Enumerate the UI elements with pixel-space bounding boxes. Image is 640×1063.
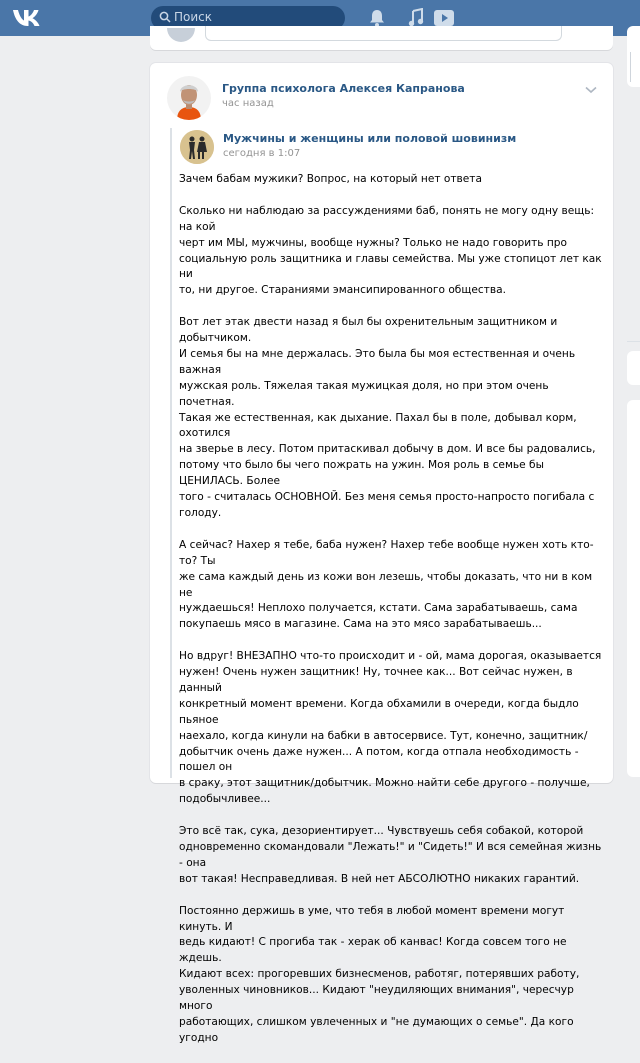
paragraph: Зачем бабам мужики? Вопрос, на который нет ответа bbox=[179, 173, 482, 185]
paragraph: Это всё так, сука, дезориентирует... Чувствуешь себя собакой, которой одновременно скомандовали "Лежать!" и "Сидеть!" И вся семейная жизнь - она вот такая! Несправедливая. В ней нет АБСОЛЮТНО никаких гарантий. bbox=[179, 825, 602, 885]
chevron-down-icon[interactable] bbox=[584, 85, 598, 95]
paragraph: Постоянно держишь в уме, что тебя в любой момент времени могут кинуть. И ведь кидают! С прогиба так - херак об канвас! Когда совсем того не ждешь. Кидают всех: прогоревших бизнесменов, работяг, потерявших работу, уволенных чиновников... Кидают "неудиляющих внимания", чересчур много работающих, слишком увлеченных и "не думающих о семье". Да кого угодно bbox=[179, 904, 580, 1044]
side-panel bbox=[627, 26, 640, 87]
search-placeholder: Поиск bbox=[174, 10, 213, 24]
post-time[interactable]: час назад bbox=[222, 98, 274, 109]
paragraph: А сейчас? Нахер я тебе, баба нужен? Нахер тебе вообще нужен хоть кто-то? Ты же сама каждый день из кожи вон лезешь, чтобы доказать, что ни в ком не нуждаешься! Неплохо получается, кстати. Сама зарабатываешь, сама покупаешь мясо в магазине. Сама на это мясо зарабатываешь... bbox=[179, 538, 594, 631]
paragraph: Но вдруг! ВНЕЗАПНО что-то происходит и - ой, мама дорогая, оказывается нужен! Очень нужен защитник! Ну, точнее как... Вот сейчас нужен, в данный конкретный момент времени. Когда обхамили в очереди, когда быдло пьяное наехало, когда кинули на бабки в автосервисе. Тут, конечно, защитник/ добытчик очень даже нужен... А потом, когда отпала необходимость - пошел он в сраку, этот защитник/добытчик. Можно найти себе другого - получше, подобычливее... bbox=[179, 650, 602, 806]
comment-field[interactable] bbox=[205, 26, 562, 41]
avatar[interactable] bbox=[167, 76, 211, 120]
vk-logo-icon[interactable] bbox=[12, 7, 42, 29]
divider bbox=[627, 341, 640, 342]
search-icon bbox=[159, 11, 171, 23]
repost-time[interactable]: сегодня в 1:07 bbox=[223, 148, 301, 159]
side-panel bbox=[627, 400, 640, 777]
avatar[interactable] bbox=[180, 130, 214, 164]
bell-icon[interactable] bbox=[368, 8, 386, 28]
repost-divider bbox=[170, 128, 172, 778]
music-icon[interactable] bbox=[408, 8, 424, 28]
paragraph: Вот лет этак двести назад я был бы охренительным защитником и добытчиком. И семья бы на мне держалась. Это была бы моя естественная и очень важная мужская роль. Тяжелая такая мужицкая доля, но при этом очень почетная. Такая же естественная, как дыхание. Пахал бы в поле, добывал корм, охотился на зверье в лесу. Потом притаскивал добычу в дом. И все бы радовались, потому что было бы чего пожрать на ужин. Моя роль в семье бы ЦЕНИЛАСЬ. Более того - считалась ОСНОВНОЙ. Без меня семья просто-напросто погибала с голоду. bbox=[179, 316, 596, 519]
video-icon[interactable] bbox=[433, 8, 455, 28]
post-text bbox=[179, 172, 604, 1063]
post-author[interactable]: Группа психолога Алексея Капранова bbox=[222, 82, 465, 95]
repost-author[interactable]: Мужчины и женщины или половой шовинизм bbox=[223, 132, 517, 145]
paragraph: Сколько ни наблюдаю за рассуждениями баб, понять не могу одну вещь: на кой черт им МЫ, мужчины, вообще нужны? Только не надо говорить про социальную роль защитника и главы семейства. Мы уже стопицот лет как ни то, ни другое. Стараниями эмансипированного общества. bbox=[179, 204, 602, 297]
side-panel bbox=[627, 351, 640, 385]
